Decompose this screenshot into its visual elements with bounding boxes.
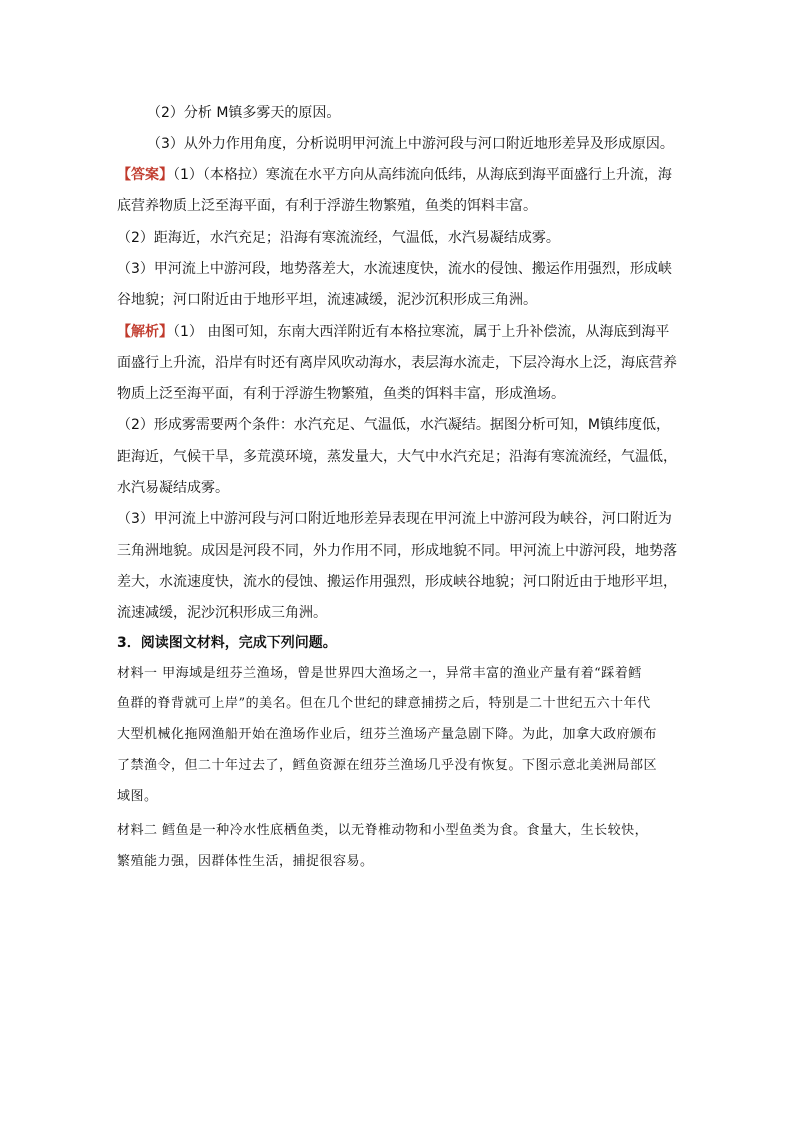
material-2-line-2: 繁殖能力强，因群体性生活，捕捉很容易。 (117, 854, 374, 869)
analysis-3-line-2: 三角洲地貌。成因是河段不同，外力作用不同，形成地貌不同。甲河流上中游河段，地势落 (117, 543, 677, 559)
answer-2: （2）距海近，水汽充足；沿海有寒流流经，气温低，水汽易凝结成雾。 (117, 230, 560, 246)
analysis-line-1 (117, 322, 669, 342)
answer-3-line-1: （3）甲河流上中游河段，地势落差大，水流速度快，流水的侵蚀、搬运作用强烈，形成峡 (117, 261, 672, 277)
answer-tag: 【答案】 (117, 167, 173, 183)
analysis-2-line-1: （2）形成雾需要两个条件：水汽充足、气温低，水汽凝结。据图分析可知，M镇纬度低， (117, 417, 670, 433)
analysis-tag: 【解析】 (117, 324, 173, 340)
answer-1-tail: 底营养物质上泛至海平面，有利于浮游生物繁殖，鱼类的饵料丰富。 (117, 198, 537, 214)
analysis-1-line-2: 面盛行上升流，沿岸有时还有离岸风吹动海水，表层海水流走，下层冷海水上泛，海底营养 (117, 355, 677, 371)
analysis-2-line-3: 水汽易凝结成雾。 (117, 480, 229, 496)
answer-line-1 (117, 165, 672, 185)
material-1-line-4: 了禁渔令，但二十年过去了，鳕鱼资源在纽芬兰渔场几乎没有恢复。下图示意北美洲局部区 (117, 758, 658, 773)
material-2-line-1: 材料二 鳕鱼是一种冷水性底栖鱼类，以无脊椎动物和小型鱼类为食。食量大，生长较快， (117, 823, 649, 838)
material-1-line-5: 域图。 (117, 789, 158, 804)
material-1-line-1: 材料一 甲海域是纽芬兰渔场，曾是世界四大渔场之一，异常丰富的渔业产量有着“踩着鳕 (117, 666, 642, 681)
answer-1-head: （1）（本格拉）寒流在水平方向从高纬流向低纬，从海底到海平面盛行上升流，海 (173, 167, 672, 183)
answer-3-line-2: 谷地貌；河口附近由于地形平坦，流速减缓，泥沙沉积形成三角洲。 (117, 292, 537, 308)
analysis-3-line-1: （3）甲河流上中游河段与河口附近地形差异表现在甲河流上中游河段为峡谷，河口附近为 (117, 511, 672, 527)
material-1-line-3: 大型机械化拖网渔船开始在渔场作业后，纽芬兰渔场产量急剧下降。为此，加拿大政府颁布 (117, 727, 658, 742)
analysis-2-line-2: 距海近，气候干旱，多荒漠环境，蒸发量大，大气中水汽充足；沿海有寒流流经，气温低， (117, 449, 677, 465)
material-1-line-2: 鱼群的脊背就可上岸”的美名。但在几个世纪的肆意捕捞之后，特别是二十世纪五六十年代 (117, 696, 651, 711)
analysis-1-line-1: （1） 由图可知，东南大西洋附近有本格拉寒流，属于上升补偿流，从海底到海平 (173, 324, 670, 340)
analysis-3-line-4: 流速减缓，泥沙沉积形成三角洲。 (117, 605, 327, 621)
question-3-title: 3．阅读图文材料，完成下列问题。 (117, 635, 337, 651)
question-3: （3）从外力作用角度，分析说明甲河流上中游河段与河口附近地形差异及形成原因。 (147, 136, 674, 152)
analysis-3-line-3: 差大，水流速度快，流水的侵蚀、搬运作用强烈，形成峡谷地貌；河口附近由于地形平坦， (117, 574, 677, 590)
analysis-1-line-3: 物质上泛至海平面，有利于浮游生物繁殖，鱼类的饵料丰富，形成渔场。 (117, 386, 565, 402)
question-2: （2）分析 M镇多雾天的原因。 (147, 105, 341, 121)
